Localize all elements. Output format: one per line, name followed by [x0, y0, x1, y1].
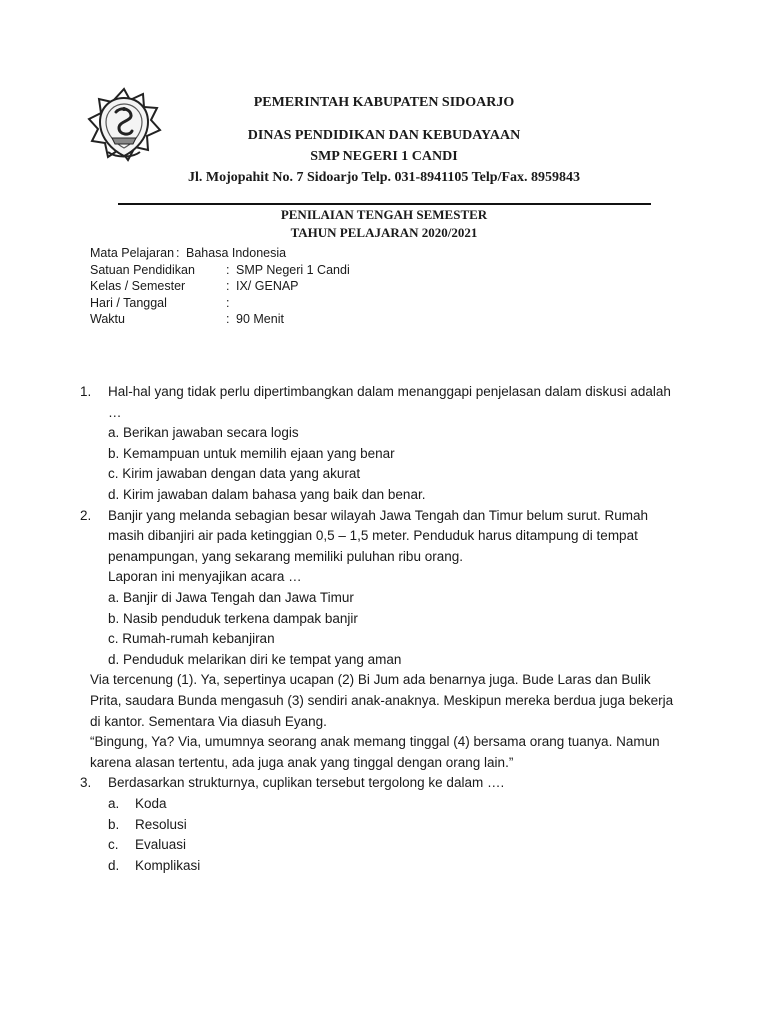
answer-option: d. Kirim jawaban dalam bahasa yang baik dan benar. — [108, 487, 426, 502]
info-value: IX/ GENAP — [236, 279, 299, 293]
question-text: masih dibanjiri air pada ketinggian 0,5 – 1,5 meter. Penduduk harus ditampung di tempat — [108, 528, 638, 544]
answer-option-text: Resolusi — [135, 816, 187, 832]
header-divider — [118, 203, 651, 205]
answer-option-text: Evaluasi — [135, 837, 187, 853]
answer-option-letter: a. — [108, 796, 120, 811]
info-value: Bahasa Indonesia — [186, 246, 287, 260]
info-separator: : — [226, 295, 230, 310]
school-name: SMP NEGERI 1 CANDI — [310, 149, 458, 164]
question-text: Hal-hal yang tidak perlu dipertimbangkan dalam menanggapi penjelasan dalam diskusi adalah — [108, 384, 671, 399]
info-label: Satuan Pendidikan — [90, 262, 195, 277]
info-label: Kelas / Semester — [90, 279, 186, 293]
answer-option-text: Koda — [135, 796, 167, 811]
info-label: Mata Pelajaran — [90, 246, 175, 260]
info-separator: : — [176, 246, 180, 260]
question-number: 1. — [80, 384, 92, 399]
answer-option: d. Penduduk melarikan diri ke tempat yang aman — [108, 651, 402, 667]
passage-line: karena alasan tertentu, ada juga anak yang tinggal dengan orang lain.” — [90, 754, 514, 770]
answer-option: b. Kemampuan untuk memilih ejaan yang benar — [108, 445, 395, 461]
question-text: Banjir yang melanda sebagian besar wilayah Jawa Tengah dan Timur belum surut. Rumah — [108, 507, 649, 523]
info-separator: : — [226, 262, 230, 277]
passage-line: Via tercenung (1). Ya, sepertinya ucapan (2) Bi Jum ada benarnya juga. Bude Laras dan Bulik — [90, 672, 651, 688]
answer-option-letter: d. — [108, 857, 120, 873]
government-name: PEMERINTAH KABUPATEN SIDOARJO — [253, 95, 515, 110]
answer-option: a. Berikan jawaban secara logis — [108, 425, 299, 441]
exam-title: PENILAIAN TENGAH SEMESTER — [280, 207, 488, 222]
info-separator: : — [226, 279, 230, 293]
info-separator: : — [226, 312, 230, 326]
answer-option-letter: b. — [108, 816, 120, 832]
question-number: 2. — [80, 507, 92, 523]
passage-line: di kantor. Sementara Via diasuh Eyang. — [90, 713, 327, 729]
answer-option-text: Komplikasi — [135, 857, 201, 873]
passage-line: “Bingung, Ya? Via, umumnya seorang anak memang tinggal (4) bersama orang tuanya. Namun — [90, 734, 660, 750]
info-value: SMP Negeri 1 Candi — [236, 262, 350, 277]
answer-option: c. Kirim jawaban dengan data yang akurat — [108, 466, 361, 482]
info-label: Hari / Tanggal — [90, 295, 167, 310]
exam-year: TAHUN PELAJARAN 2020/2021 — [290, 225, 478, 240]
school-address: Jl. Mojopahit No. 7 Sidoarjo Telp. 031-8941105 Telp/Fax. 8959843 — [187, 170, 581, 185]
answer-option: c. Rumah-rumah kebanjiran — [108, 631, 275, 647]
question-text: penampungan, yang sekarang memiliki puluhan ribu orang. — [108, 548, 463, 564]
question-number: 3. — [80, 775, 92, 791]
question-text: … — [108, 404, 122, 420]
answer-option-letter: c. — [108, 837, 119, 853]
info-label: Waktu — [90, 312, 125, 326]
answer-option: b. Nasib penduduk terkena dampak banjir — [108, 610, 358, 626]
passage-line: Prita, saudara Bunda mengasuh (3) sendiri anak-anaknya. Meskipun mereka berdua juga bekerja — [90, 693, 674, 708]
department-name: DINAS PENDIDIKAN DAN KEBUDAYAAN — [247, 128, 521, 143]
info-value: 90 Menit — [236, 312, 284, 326]
question-text: Laporan ini menyajikan acara … — [108, 569, 302, 585]
answer-option: a. Banjir di Jawa Tengah dan Jawa Timur — [108, 590, 354, 605]
question-text: Berdasarkan strukturnya, cuplikan tersebut tergolong ke dalam …. — [108, 775, 505, 791]
